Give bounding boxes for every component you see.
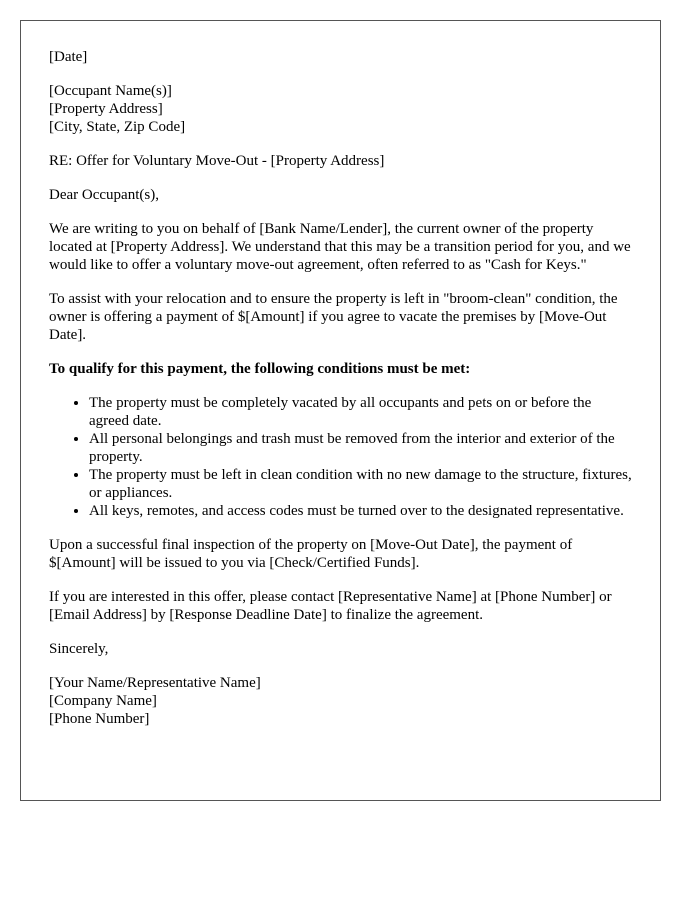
letter-document xyxy=(20,20,661,801)
recipient-address-block xyxy=(49,82,632,136)
signature-phone: [Phone Number] xyxy=(49,711,150,727)
intro-paragraph: We are writing to you on behalf of [Bank Name/Lender], the current owner of the property located at [Property Address]. We understand that this may be a transition period for you, and we would like to offer a voluntary move-out agreement, often referred to as "Cash for Keys." xyxy=(49,221,631,273)
contact-paragraph: If you are interested in this offer, please contact [Representative Name] at [Phone Number] or [Email Address] by [Response Deadline Date] to finalize the agreement. xyxy=(49,589,612,623)
salutation: Dear Occupant(s), xyxy=(49,187,159,203)
inspection-paragraph: Upon a successful final inspection of the property on [Move-Out Date], the payment of $[Amount] will be issued to you via [Check/Certified Funds]. xyxy=(49,537,573,571)
signature-company: [Company Name] xyxy=(49,693,157,709)
signature-block xyxy=(49,674,632,728)
recipient-city-state-zip: [City, State, Zip Code] xyxy=(49,119,186,135)
recipient-property-address: [Property Address] xyxy=(49,101,163,117)
condition-item: • All personal belongings and trash must be removed from the interior and exterior of the property. xyxy=(89,430,632,466)
condition-item: • The property must be left in clean condition with no new damage to the structure, fixtures, or appliances. xyxy=(89,466,632,502)
signature-name: [Your Name/Representative Name] xyxy=(49,675,261,691)
conditions-heading: To qualify for this payment, the following conditions must be met: xyxy=(49,361,471,377)
condition-item: • All keys, remotes, and access codes must be turned over to the designated representative. xyxy=(89,502,632,520)
letter-date: [Date] xyxy=(49,49,88,65)
subject-line: RE: Offer for Voluntary Move-Out - [Property Address] xyxy=(49,153,385,169)
offer-paragraph: To assist with your relocation and to ensure the property is left in "broom-clean" condition, the owner is offering a payment of $[Amount] if you agree to vacate the premises by [Move-Out Date]. xyxy=(49,291,618,343)
condition-item: • The property must be completely vacated by all occupants and pets on or before the agreed date. xyxy=(89,394,632,430)
signoff: Sincerely, xyxy=(49,641,109,657)
conditions-list xyxy=(49,394,632,520)
recipient-name: [Occupant Name(s)] xyxy=(49,83,172,99)
